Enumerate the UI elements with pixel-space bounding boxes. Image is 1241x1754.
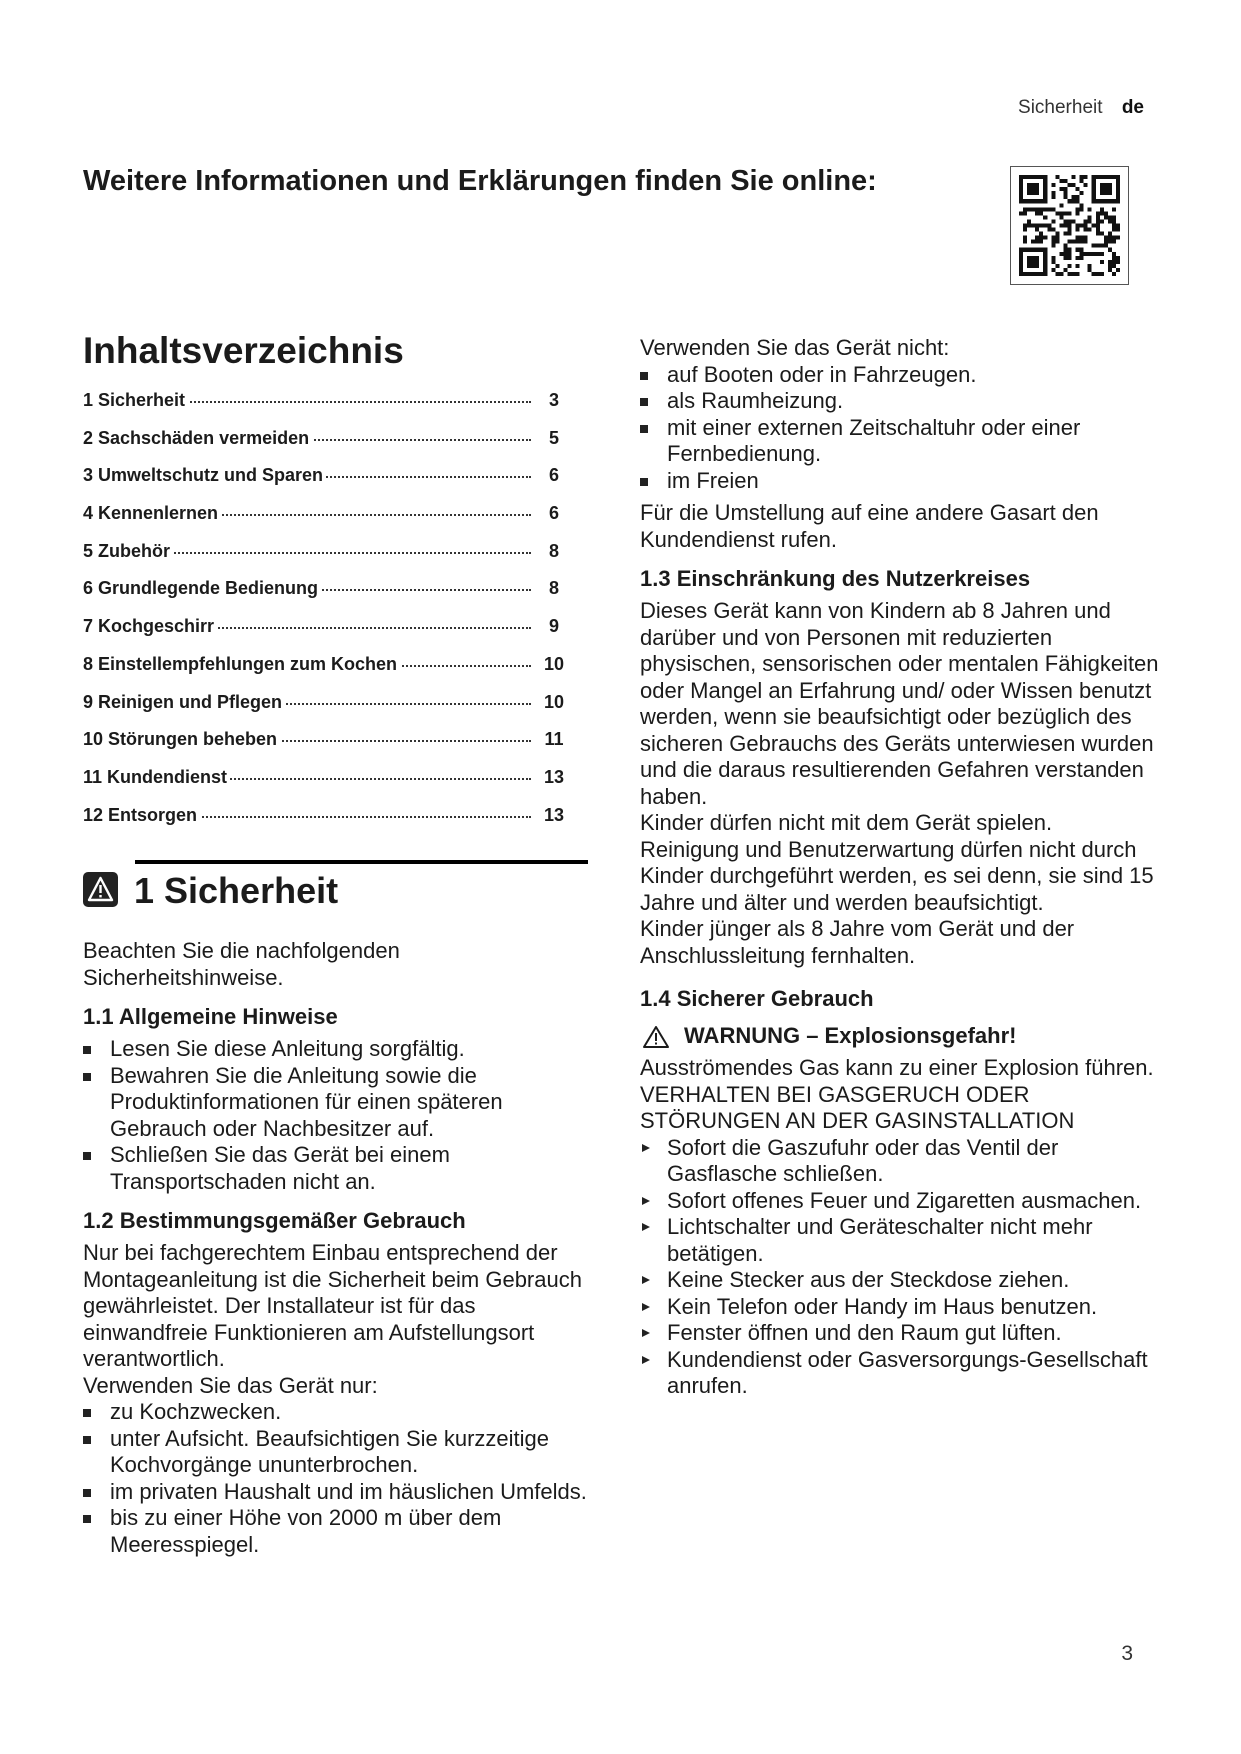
use-only-label: Verwenden Sie das Gerät nur: [83,1372,378,1398]
not-use-list [640,362,1160,495]
toc-item[interactable]: 1 Sicherheit 3 [83,390,559,410]
list-item: unter Aufsicht. Beaufsichtigen Sie kurzzeitige Kochvorgänge ununterbrochen. [83,1426,588,1479]
users-paragraph-2: Kinder dürfen nicht mit dem Gerät spielen. [640,810,1053,835]
subsection-title-safe-use: 1.4 Sicherer Gebrauch [640,986,874,1011]
step-item: Fenster öffnen und den Raum gut lüften. [640,1320,1160,1347]
list-item: Lesen Sie diese Anleitung sorgfältig. [83,1036,588,1063]
header-lang: de [1121,97,1144,118]
intended-paragraph: Nur bei fachgerechtem Einbau entsprechend der Montageanleitung ist die Sicherheit beim Gebrauch gewährleistet. Der Installateur ist für das einwandfreie Funktionieren am Aufstellungsort verantwortlich. [83,1240,582,1372]
page-number: 3 [1121,1642,1133,1665]
toc-item[interactable]: 5 Zubehör 8 [83,540,559,561]
toc-item[interactable]: 12 Entsorgen 13 [83,804,565,825]
safety-intro: Beachten Sie die nachfolgenden Sicherheitshinweise. [83,938,400,990]
step-item: Kein Telefon oder Handy im Haus benutzen. [640,1294,1160,1321]
list-item: zu Kochzwecken. [83,1399,588,1426]
warning-text: WARNUNG – Explosionsgefahr! [684,1023,1017,1048]
qr-code [1010,166,1129,285]
step-item: Keine Stecker aus der Steckdose ziehen. [640,1267,1160,1294]
users-paragraph-3: Reinigung und Benutzerwartung dürfen nicht durch Kinder durchgeführt werden, es sei denn, sie sind 15 Jahre und älter und werden beaufsichtigt. [640,836,1154,915]
toc-item[interactable]: 10 Störungen beheben 11 [83,729,564,750]
not-use-label: Verwenden Sie das Gerät nicht: [640,335,950,360]
warning-triangle-icon [642,1025,670,1049]
right-column [640,335,1160,1400]
toc-item[interactable]: 9 Reinigen und Pflegen 10 [83,691,565,712]
list-item: im Freien [640,468,1160,495]
list-item: im privaten Haushalt und im häuslichen Umfelds. [83,1479,588,1506]
section-heading [83,860,588,938]
toc-list [83,384,588,836]
list-item: Bewahren Sie die Anleitung sowie die Produktinformationen für einen späteren Gebrauch oder Nachbesitzer auf. [83,1063,588,1143]
online-heading: Weitere Informationen und Erklärungen finden Sie online: [83,165,877,197]
subsection-title-general: 1.1 Allgemeine Hinweise [83,1004,338,1030]
users-paragraph-4: Kinder jünger als 8 Jahre vom Gerät und der Anschlussleitung fernhalten. [640,916,1075,968]
list-item: bis zu einer Höhe von 2000 m über dem Meeresspiegel. [83,1505,588,1558]
section-title: 1 Sicherheit [134,870,339,912]
page-header [1018,97,1144,119]
users-paragraph-1: Dieses Gerät kann von Kindern ab 8 Jahren und darüber und von Personen mit reduzierten physischen, sensorischen oder mentalen Fähigkeiten oder Mangel an Erfahrung und/ oder Wissen benutzt werden, wenn sie beaufsichtigt oder bezüglich des sicheren Gebrauchs des Geräts unterwiesen wurden und die daraus resultierenden Gefahren verstanden haben. [640,598,1159,809]
subsection-title-users: 1.3 Einschränkung des Nutzerkreises [640,566,1031,591]
step-item: Sofort offenes Feuer und Zigaretten ausmachen. [640,1188,1160,1215]
warning-icon [83,872,118,907]
list-item: als Raumheizung. [640,388,1160,415]
toc-item[interactable]: 8 Einstellempfehlungen zum Kochen 10 [83,653,565,674]
gas-steps-list [640,1135,1160,1400]
general-list [83,1036,588,1195]
header-section: Sicherheit [1018,97,1103,118]
toc-item[interactable]: 4 Kennenlernen 6 [83,503,559,524]
step-item: Kundendienst oder Gasversorgungs-Gesellschaft anrufen. [640,1347,1160,1400]
list-item: Schließen Sie das Gerät bei einem Transportschaden nicht an. [83,1142,588,1195]
list-item: auf Booten oder in Fahrzeugen. [640,362,1160,389]
toc-item[interactable]: 2 Sachschäden vermeiden 5 [83,427,559,448]
warning-line [640,1022,1160,1049]
safe-use-intro: Ausströmendes Gas kann zu einer Explosion führen. VERHALTEN BEI GASGERUCH ODER STÖRUNGEN AN DER GASINSTALLATION [640,1055,1154,1133]
toc-title: Inhaltsverzeichnis [83,330,404,371]
left-column [83,330,588,1558]
toc-item[interactable]: 11 Kundendienst 13 [83,766,565,787]
step-item: Sofort die Gaszufuhr oder das Ventil der Gasflasche schließen. [640,1135,1160,1188]
toc-item[interactable]: 6 Grundlegende Bedienung 8 [83,578,559,599]
use-only-list [83,1399,588,1558]
section-rule [135,860,588,864]
subsection-title-intended: 1.2 Bestimmungsgemäßer Gebrauch [83,1208,466,1234]
gas-note: Für die Umstellung auf eine andere Gasart den Kundendienst rufen. [640,500,1099,552]
list-item: mit einer externen Zeitschaltuhr oder einer Fernbedienung. [640,415,1160,468]
toc-item[interactable]: 3 Umweltschutz und Sparen 6 [83,465,559,486]
step-item: Lichtschalter und Geräteschalter nicht mehr betätigen. [640,1214,1160,1267]
toc-item[interactable]: 7 Kochgeschirr 9 [83,616,559,637]
